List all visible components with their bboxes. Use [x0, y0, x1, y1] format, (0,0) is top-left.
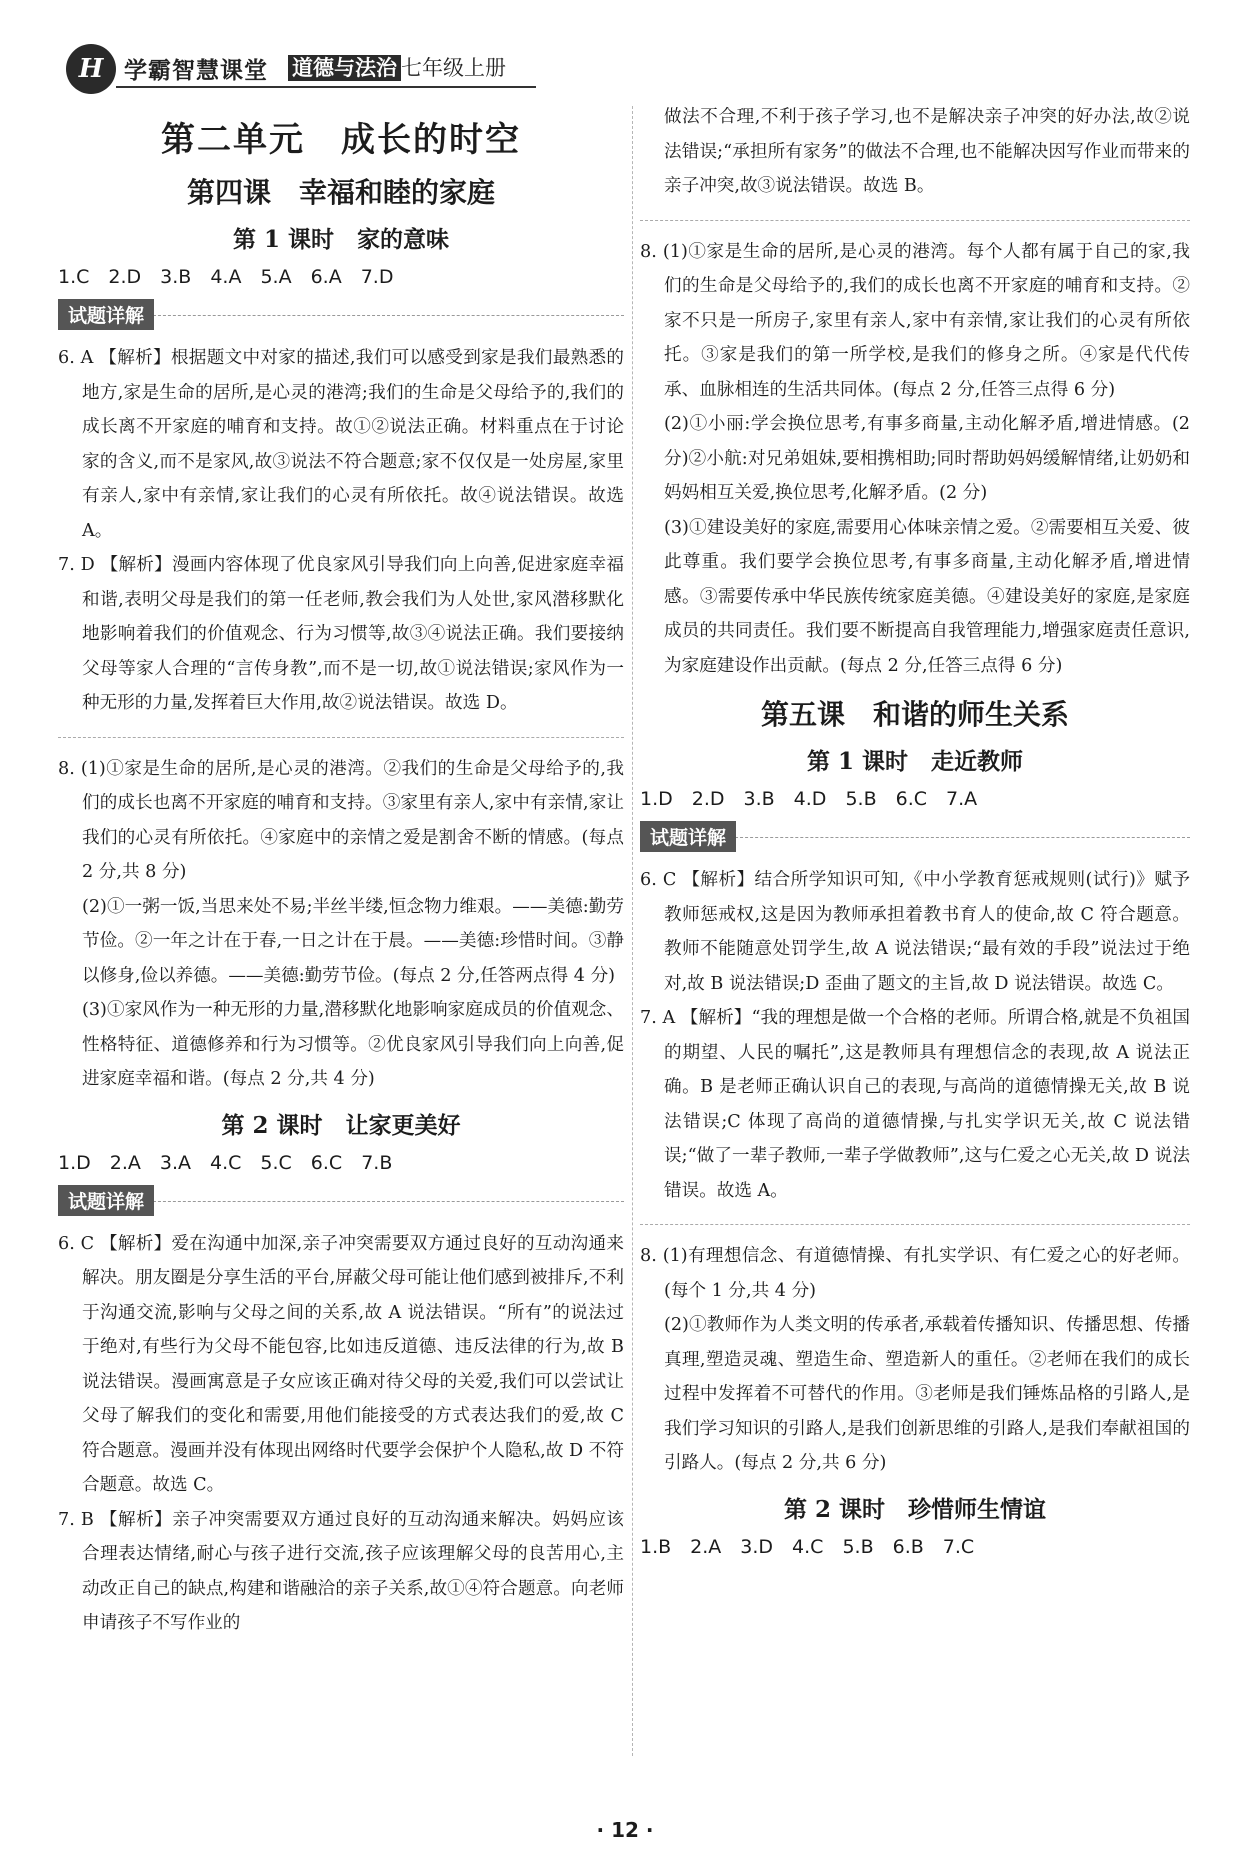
question-8-part-2: (2)①教师作为人类文明的传承者,承载着传播知识、传播思想、传播真理,塑造灵魂、塑造生命、塑造新人的重任。②老师在我们的成长过程中发挥着不可替代的作用。③老师是我们锤炼品格的引路人,是我们学习知识的引路人,是我们创新思维的引路人,是我们奉献祖国的引路人。(每点 2 分,共 6 分): [664, 1315, 1190, 1473]
page-header: [66, 44, 536, 94]
question-7-explanation: 7. D 【解析】漫画内容体现了优良家风引导我们向上向善,促进家庭幸福和谐,表明父母是我们的第一任老师,教会我们为人处世,家风潜移默化地影响着我们的价值观念、行为习惯等,故③④说法正确。我们要接纳父母等家人合理的“言传身教”,而不是一切,故①说法错误;家风作为一种无形的力量,发挥着巨大作用,故②说法错误。故选 D。: [58, 555, 624, 713]
subject-highlight: 道德与法治: [288, 55, 401, 81]
unit-title: 第二单元 成长的时空: [161, 120, 521, 160]
period-1-title: 第 1 课时 家的意味: [232, 226, 450, 253]
header-rule: [116, 86, 536, 88]
analysis-label: 试题详解: [640, 821, 736, 852]
question-6-explanation: 6. C 【解析】结合所学知识可知,《中小学教育惩戒规则(试行)》赋予教师惩戒权,这是因为教师承担着教书育人的使命,故 C 符合题意。教师不能随意处罚学生,故 A 说法错误;“最有效的手段”说法过于绝对,故 B 说法错误;D 歪曲了题文的主旨,故 D 说法错误。故选 C。: [640, 870, 1190, 994]
answer-key: 1.B 2.A 3.D 4.C 5.B 6.B 7.C: [640, 1535, 975, 1558]
analysis-rule: [148, 315, 624, 316]
answer-key: 1.C 2.D 3.B 4.A 5.A 6.A 7.D: [58, 266, 394, 288]
column-divider: [632, 106, 633, 1756]
analysis-rule: [148, 1201, 624, 1202]
lesson-5-title: 第五课 和谐的师生关系: [760, 698, 1069, 731]
analysis-header: [58, 299, 624, 331]
period-2-title: 第 2 课时 珍惜师生情谊: [783, 1495, 1047, 1523]
analysis-header: [58, 1185, 624, 1217]
question-6-explanation: 6. C 【解析】爱在沟通中加深,亲子冲突需要双方通过良好的互动沟通来解决。朋友圈是分享生活的平台,屏蔽父母可能让他们感到被排斥,不利于沟通交流,影响与父母之间的关系,故 A 说法错误。“所有”的说法过于绝对,有些行为父母不能包容,比如违反道德、违反法律的行为,故 B 说法错误。漫画寓意是子女应该正确对待父母的关爱,我们可以尝试让父母了解我们的变化和需要,用他们能接受的方式表达我们的爱,故 C 符合题意。漫画并没有体现出网络时代要学会保护个人隐私,故 D 不符合题意。故选 C。: [58, 1233, 624, 1495]
grade-label: 七年级上册: [401, 56, 506, 80]
question-6-explanation: 6. A 【解析】根据题文中对家的描述,我们可以感受到家是我们最熟悉的地方,家是生命的居所,是心灵的港湾;我们的生命是父母给予的,我们的成长离不开家庭的哺育和支持。故①②说法正确。材料重点在于讨论家的含义,而不是家风,故③说法不符合题意;家不仅仅是一处房屋,家里有亲人,家中有亲情,家让我们的心灵有所依托。故④说法错误。故选 A。: [58, 348, 624, 541]
question-8-part-1: 8. (1)有理想信念、有道德情操、有扎实学识、有仁爱之心的好老师。(每个 1 分,共 4 分): [640, 1246, 1190, 1301]
period-1-title: 第 1 课时 走近教师: [806, 748, 1024, 775]
brand-logo: H: [66, 44, 116, 94]
answer-key: 1.D 2.D 3.B 4.D 5.B 6.C 7.A: [640, 788, 978, 810]
question-8-part-3: (3)①建设美好的家庭,需要用心体味亲情之爱。②需要相互关爱、彼此尊重。我们要学会换位思考,有事多商量,主动化解矛盾,增进情感。③需要传承中华民族传统家庭美德。④建设美好的家庭,是家庭成员的共同责任。我们要不断提高自我管理能力,增强家庭责任意识,为家庭建设作出贡献。(每点 2 分,任答三点得 6 分): [664, 517, 1190, 676]
right-column: [640, 100, 1190, 1569]
analysis-label: 试题详解: [58, 299, 154, 330]
subject-label: [288, 52, 506, 82]
question-8-part-3: (3)①家风作为一种无形的力量,潜移默化地影响家庭成员的价值观念、性格特征、道德修养和行为习惯等。②优良家风引导我们向上向善,促进家庭幸福和谐。(每点 2 分,共 4 分): [82, 1000, 624, 1089]
question-7-explanation: 7. A 【解析】“我的理想是做一个合格的老师。所谓合格,就是不负祖国的期望、人民的嘱托”,这是教师具有理想信念的表现,故 A 说法正确。B 是老师正确认识自己的表现,与高尚的道德情操无关,故 B 说法错误;C 体现了高尚的道德情操,与扎实学识无关,故 C 说法错误;“做了一辈子教师,一辈子学做教师”,这与仁爱之心无关,故 D 说法错误。故选 A。: [640, 1008, 1190, 1201]
question-8-part-1: 8. (1)①家是生命的居所,是心灵的港湾。每个人都有属于自己的家,我们的生命是父母给予的,我们的成长也离不开家庭的哺育和支持。②家不只是一所房子,家里有亲人,家中有亲情,家让我们的心灵有所依托。③家是我们的第一所学校,是我们的修身之所。④家是代代传承、血脉相连的生活共同体。(每点 2 分,任答三点得 6 分): [640, 241, 1190, 400]
brand-name: 学霸智慧课堂: [124, 58, 268, 84]
period-2-title: 第 2 课时 让家更美好: [221, 1111, 461, 1139]
question-8-part-2: (2)①小丽:学会换位思考,有事多商量,主动化解矛盾,增进情感。(2 分)②小航:对兄弟姐妹,要相携相助;同时帮助妈妈缓解情绪,让奶奶和妈妈相互关爱,换位思考,化解矛盾。(2 分): [664, 414, 1190, 503]
question-8-part-1: 8. (1)①家是生命的居所,是心灵的港湾。②我们的生命是父母给予的,我们的成长也离不开家庭的哺育和支持。③家里有亲人,家中有亲情,家让我们的心灵有所依托。④家庭中的亲情之爱是割舍不断的情感。(每点 2 分,共 8 分): [58, 758, 624, 882]
answer-key: 1.D 2.A 3.A 4.C 5.C 6.C 7.B: [58, 1151, 393, 1174]
analysis-label: 试题详解: [58, 1185, 154, 1216]
analysis-rule: [730, 837, 1190, 838]
question-7-explanation: 7. B 【解析】亲子冲突需要双方通过良好的互动沟通来解决。妈妈应该合理表达情绪,耐心与孩子进行交流,孩子应该理解父母的良苦用心,主动改正自己的缺点,构建和谐融洽的亲子关系,故①④符合题意。向老师申请孩子不写作业的: [58, 1509, 624, 1633]
lesson-4-title: 第四课 幸福和睦的家庭: [186, 176, 495, 209]
analysis-header: [640, 821, 1190, 853]
section-separator: [640, 220, 1190, 221]
section-separator: [58, 737, 624, 738]
question-7-continued: 做法不合理,不利于孩子学习,也不是解决亲子冲突的好办法,故②说法错误;“承担所有家务”的做法不合理,也不能解决因写作业而带来的亲子冲突,故③说法错误。故选 B。: [664, 107, 1190, 196]
left-column: [58, 100, 624, 1641]
question-8-part-2: (2)①一粥一饭,当思来处不易;半丝半缕,恒念物力维艰。——美德:勤劳节俭。②一年之计在于春,一日之计在于晨。——美德:珍惜时间。③静以修身,俭以养德。——美德:勤劳节俭。(每点 2 分,任答两点得 4 分): [82, 896, 624, 986]
section-separator: [640, 1224, 1190, 1225]
page-number: · 12 ·: [596, 1818, 654, 1842]
